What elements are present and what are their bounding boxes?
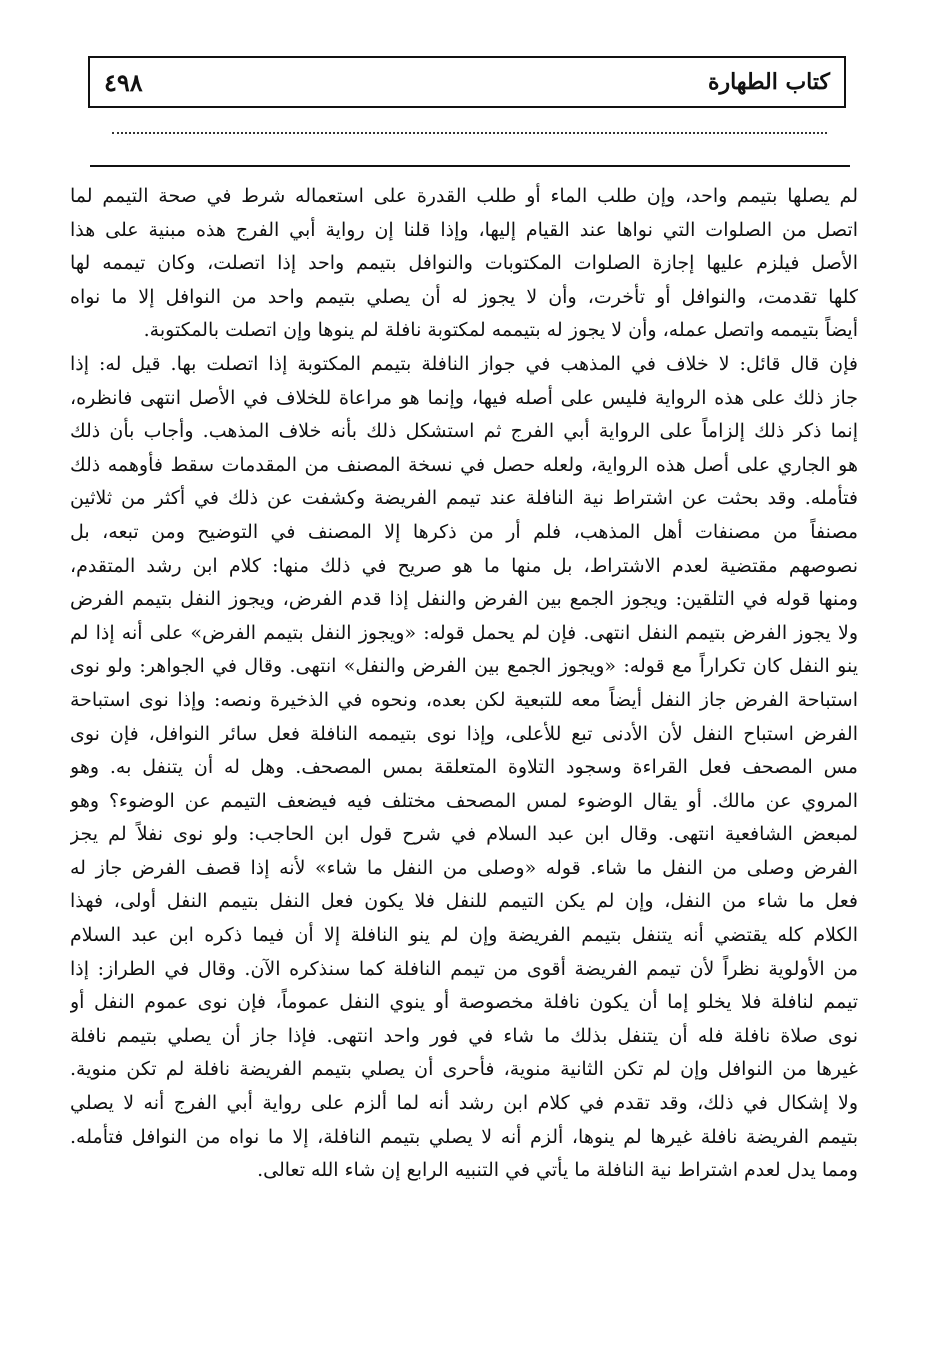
text-line: الفرض وصلى من النفل ما شاء. قوله «وصلى من النفل ما شاء» لأنه إذا قصف الفرض جاز له xyxy=(70,856,858,879)
text-line: لمبعض الشافعية انتهى. وقال ابن عبد السلام في شرح قول ابن الحاجب: ولو نوى نفلاً لم يجز xyxy=(70,823,858,846)
text-line: الفرض استباح النفل لأن الأدنى تبع للأعلى، وإذا نوى بتيممه النافلة فعل سائر النوافل، فإن نوى xyxy=(70,722,858,745)
dotted-divider xyxy=(112,132,827,134)
text-line: نصوصهم مقتضية لعدم الاشتراط، بل منها ما هو صريح في ذلك منها: كلام ابن رشد المتقدم، xyxy=(70,554,858,577)
text-line: المروي عن مالك. أو يقال الوضوء لمس المصحف مختلف فيه فيضعف التيمم عن الوضوء؟ وهو xyxy=(70,789,858,812)
book-title: كتاب الطهارة xyxy=(707,69,830,95)
main-text-block xyxy=(70,180,858,1310)
solid-divider xyxy=(90,165,850,167)
text-line: اتصل من الصلوات التي نواها عند القيام إليها، وإذا قلنا إن رواية أبي الفرج هذه مبنية على هذا xyxy=(70,218,858,241)
text-line: نوى صلاة نافلة فله أن يتنفل بذلك ما شاء في فور واحد انتهى. فإذا جاز أن يصلي بتيمم نافلة xyxy=(70,1024,858,1047)
text-line: ولا يجوز الفرض بتيمم النفل انتهى. فإن لم يحمل قوله: «ويجوز النفل بتيمم الفرض» على أنه إذا لم xyxy=(70,621,858,644)
text-line: مس المصحف فعل القراءة وسجود التلاوة المتعلقة بمس المصحف. وهل له أن يتنفل به. وهو xyxy=(70,756,858,779)
text-line: غيرها من النوافل وإن لم تكن الثانية منوية، فأحرى أن يصلي بتيمم الفريضة نافلة لم تكن منوية. xyxy=(70,1058,858,1081)
text-line: أيضاً بتيممه واتصل عمله، وأن لا يجوز له بتيممه لمكتوبة نافلة لم ينوها وإن اتصلت بالمكتوبة. xyxy=(143,319,858,342)
text-line: تيمم لنافلة فلا يخلو إما أن يكون نافلة مخصوصة أو ينوي النفل عموماً، فإن نوى عموم النفل أو xyxy=(70,991,858,1014)
text-line: الأصل فيلزم عليها إجازة الصلوات المكتوبات والنوافل بتيمم واحد إذا اتصلت، وكان تيممه لها xyxy=(70,252,858,275)
text-line: جاز ذلك على هذه الرواية فليس على أصله فيها، وإنما هو مراعاة للخلاف في الأصل انتهى فانظره، xyxy=(70,386,858,409)
text-line: فتأمله. وقد بحثت عن اشتراط نية النافلة عند تيمم الفريضة وكشفت عن ذلك في أكثر من ثلاثين xyxy=(70,487,858,510)
text-line: ينو النفل كان تكراراً مع قوله: «ويجوز الجمع بين الفرض والنفل» انتهى. وقال في الجواهر: ولو نوى xyxy=(70,655,858,678)
text-line: من الأولوية نظراً لأن تيمم الفريضة أقوى من تيمم النافلة كما سنذكره الآن. وقال في الطراز: إذا xyxy=(70,957,858,980)
text-line: ومنها قوله في التلقين: ويجوز الجمع بين الفرض والنفل إذا قدم الفرض، ويجوز النفل بتيمم الفرض xyxy=(70,588,858,611)
text-line: فإن قال قائل: لا خلاف في المذهب في جواز النافلة بتيمم المكتوبة إذا اتصلت بها. قيل له: إذا xyxy=(70,352,858,375)
page-number: ٤٩٨ xyxy=(104,67,143,97)
text-line: كلها تقدمت، والنوافل أو تأخرت، وأن لا يجوز له أن يصلي بتيمم واحد من النوافل إلا ما نواه xyxy=(70,285,858,308)
text-line: لم يصلها بتيمم واحد، وإن طلب الماء أو طلب القدرة على استعماله شرط في صحة التيمم لما xyxy=(70,185,858,207)
text-line: استباحة الفرض جاز النفل أيضاً معه للتبعية لكن بعده، ونحوه في الذخيرة ونصه: وإذا نوى استباحة xyxy=(70,688,858,711)
text-line: بتيمم الفريضة نافلة غيرها لم ينوها، ألزم أنه لا يصلي بتيمم النافلة، إلا ما نواه من النوافل فتأمله. xyxy=(70,1125,858,1148)
text-line: الكلام كله يقتضي أنه يتنفل بتيمم الفريضة وإن لم ينو النافلة إلا أن فيما ذكره ابن عبد السلام xyxy=(70,924,858,947)
text-line: مصنفاً من مصنفات أهل المذهب، فلم أر من ذكرها إلا المصنف في التوضيح ومن تبعه، بل xyxy=(70,520,858,543)
text-line: ومما يدل لعدم اشتراط نية النافلة ما يأتي في التنبيه الرابع إن شاء الله تعالى. xyxy=(257,1159,858,1182)
text-line: فعل ما شاء من النفل، وإن لم يكن التيمم للنفل فلا يكون فعل النفل بتيمم النفل أولى، فهذا xyxy=(70,890,858,913)
text-line: إنما ذكر ذلك إلزاماً على الرواية أبي الفرج ثم استشكل ذلك بأنه خلاف المذهب. وأجاب بأن ذلك xyxy=(70,420,858,443)
text-line: هو الجاري على أصل هذه الرواية، ولعله حصل في نسخة المصنف من المقدمات سقط فأوهمه ذلك xyxy=(70,453,858,476)
text-line: ولا إشكال في ذلك، وقد تقدم في كلام ابن رشد أنه لما ألزم على رواية أبي الفرج أنه لا يصلي xyxy=(70,1092,858,1115)
running-header xyxy=(88,56,846,108)
